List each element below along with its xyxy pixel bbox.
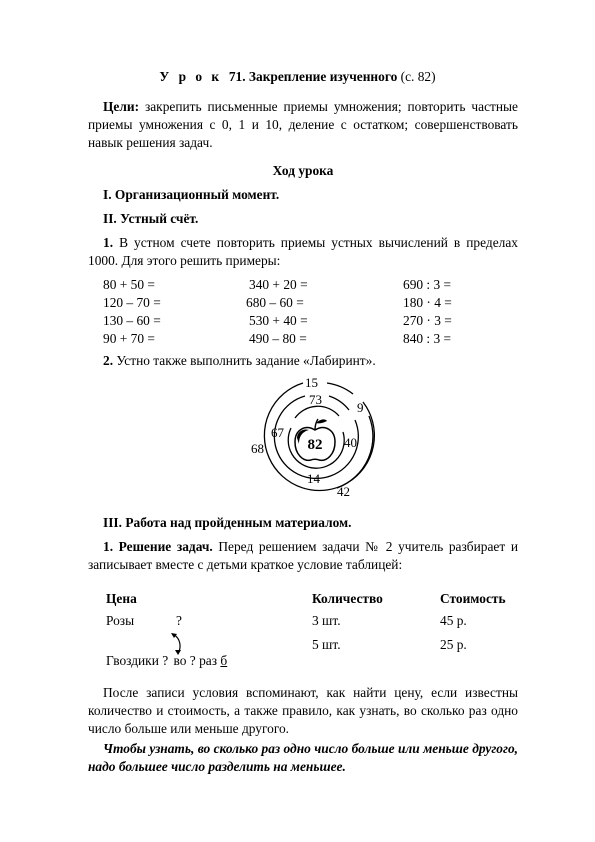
labyrinth-number: 68 [251, 441, 264, 456]
table-item-roses: Розы [106, 613, 135, 628]
example: 130 – 60 = [103, 313, 161, 328]
labyrinth-figure [245, 372, 385, 502]
table-cost: 45 р. [440, 613, 467, 628]
section-oral-count: II. Устный счёт. [103, 211, 199, 226]
table-quantity: 3 шт. [312, 613, 341, 628]
lesson-label: У р о к [159, 69, 223, 84]
task-2-paragraph [88, 352, 518, 370]
labyrinth-number: 9 [357, 400, 364, 415]
example: 530 + 40 = [249, 313, 308, 328]
table-ratio-mark: б [220, 653, 228, 668]
table-price-unknown: ? [176, 613, 182, 628]
rule-paragraph: Чтобы узнать, во сколько раз одно число больше или меньше другого, надо большее число разделить на меньшее. [88, 741, 518, 774]
lesson-progress-heading: Ход урока [272, 163, 334, 178]
table-quantity: 5 шт. [312, 637, 341, 652]
goals-text: закрепить письменные приемы умножения; повторить частные приемы умножения с 0, 1 и 10, деление с остатком; совершенствовать навык решения задач. [88, 99, 518, 150]
labyrinth-number: 40 [344, 435, 357, 450]
example: 270 · 3 = [403, 313, 452, 328]
table-header-cost: Стоимость [440, 591, 506, 606]
task-1-text: В устном счете повторить приемы устных вычислений в пределах 1000. Для этого решить примеры: [88, 235, 518, 268]
table-item-carnations [106, 652, 227, 670]
labyrinth-number: 67 [271, 425, 284, 440]
table-ratio-note: во ? раз [173, 653, 218, 668]
task-3-text: Перед решением задачи № 2 учитель разбирает и записывает вместе с детьми краткое условие таблицей: [88, 539, 518, 572]
goals-paragraph [88, 98, 518, 151]
task-3-label: 1. Решение задач. [103, 539, 213, 554]
goals-label: Цели: [103, 99, 140, 114]
example: 90 + 70 = [103, 331, 155, 346]
example: 490 – 80 = [249, 331, 307, 346]
example: 80 + 50 = [103, 277, 155, 292]
labyrinth-number: 42 [337, 484, 350, 499]
lesson-name: 71. Закрепление изученного [228, 69, 398, 84]
example: 340 + 20 = [249, 277, 308, 292]
page-reference: (с. 82) [400, 69, 436, 84]
lesson-title [0, 68, 595, 86]
example: 840 : 3 = [403, 331, 452, 346]
task-1-number: 1. [103, 235, 114, 250]
example: 680 – 60 = [246, 295, 304, 310]
labyrinth-center-number: 82 [307, 437, 323, 453]
section-organizational: I. Организационный момент. [103, 187, 280, 202]
example: 120 – 70 = [103, 295, 161, 310]
section-practice: III. Работа над пройденным материалом. [103, 515, 352, 530]
table-header-price: Цена [106, 591, 137, 606]
table-header-quantity: Количество [312, 591, 383, 606]
table-cost: 25 р. [440, 637, 467, 652]
task-3-paragraph [88, 538, 518, 574]
explanation-paragraph: После записи условия вспоминают, как найти цену, если известны количество и стоимость, а также правило, как узнать, во сколько раз одно число больше или меньше другого. [88, 685, 518, 736]
labyrinth-number: 73 [309, 392, 322, 407]
example: 180 · 4 = [403, 295, 452, 310]
example: 690 : 3 = [403, 277, 452, 292]
table-item-carnations-label: Гвоздики ? [106, 653, 169, 668]
labyrinth-number: 14 [307, 471, 320, 486]
task-2-number: 2. [103, 353, 114, 368]
task-2-text: Устно также выполнить задание «Лабиринт». [116, 353, 376, 368]
labyrinth-number: 15 [305, 375, 318, 390]
task-1-paragraph [88, 234, 518, 270]
